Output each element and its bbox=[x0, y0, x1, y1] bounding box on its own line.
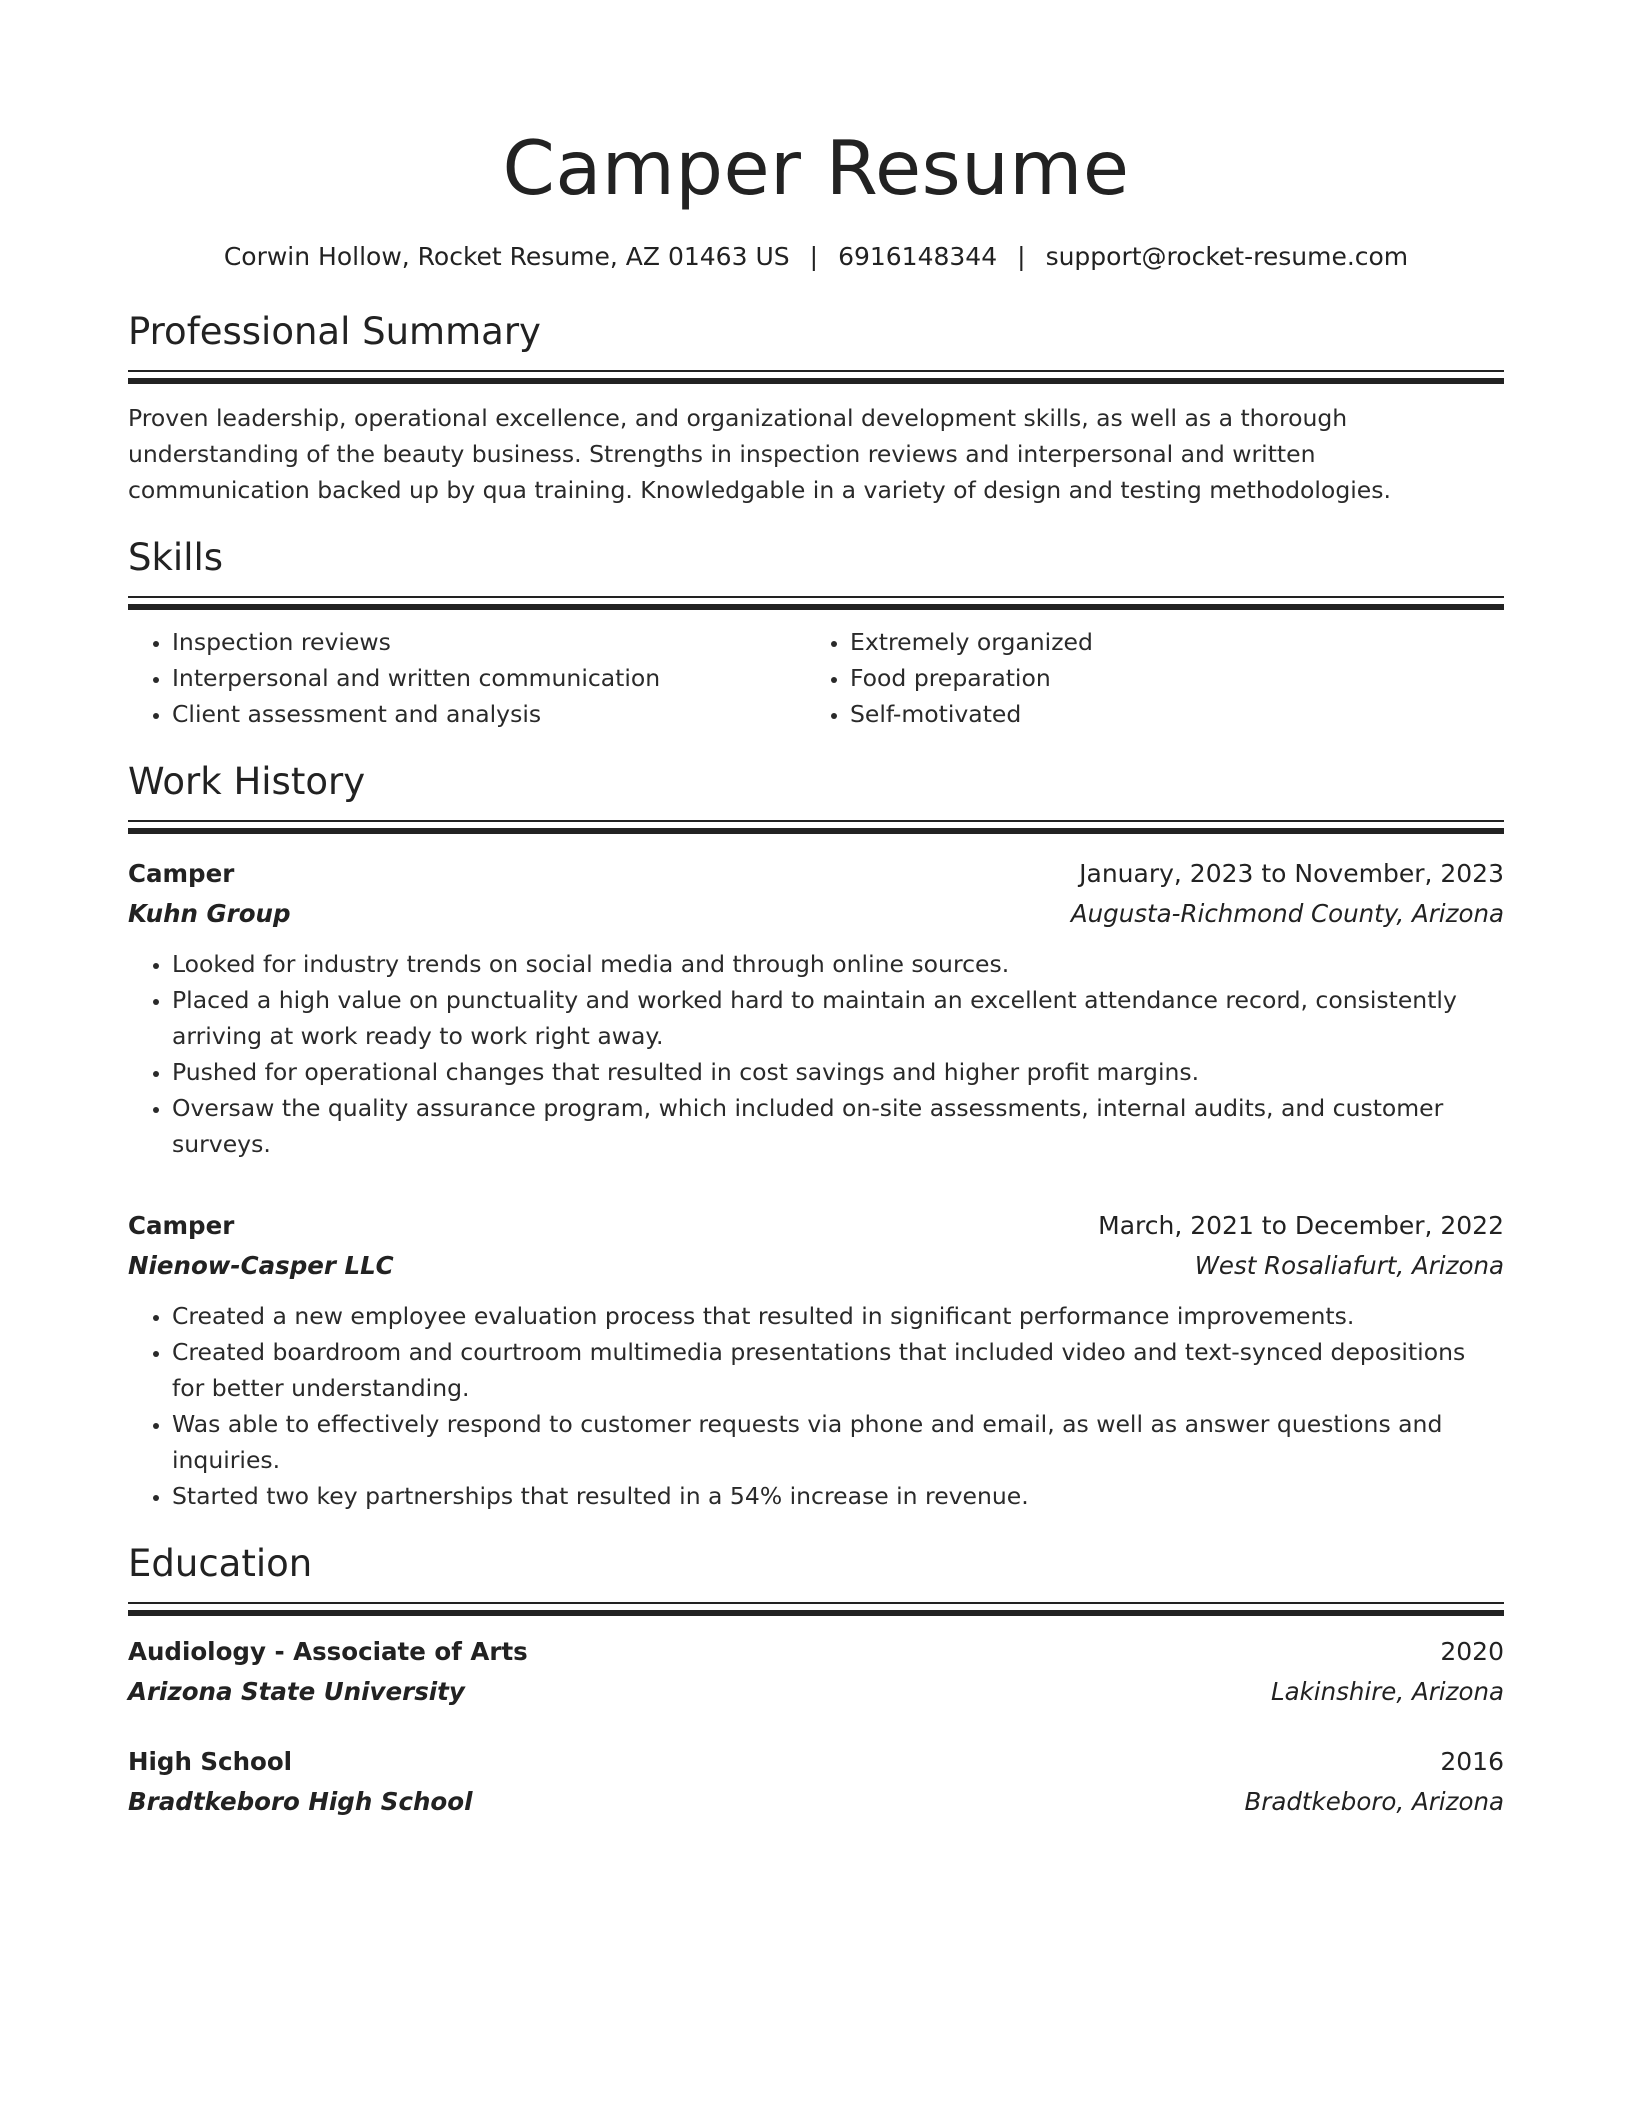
education-degree: Audiology - Associate of Arts bbox=[128, 1637, 528, 1666]
skill-item: • Interpersonal and written communication bbox=[172, 660, 806, 696]
resume-name: Camper Resume bbox=[502, 124, 1130, 212]
summary-section bbox=[128, 308, 1504, 508]
contact-address: Corwin Hollow, Rocket Resume, AZ 01463 US bbox=[223, 242, 790, 271]
job-dates: January, 2023 to November, 2023 bbox=[1079, 859, 1504, 888]
education-school: Bradtkeboro High School bbox=[128, 1787, 473, 1816]
contact-email: support@rocket-resume.com bbox=[1045, 242, 1409, 271]
job-bullets bbox=[128, 1298, 1504, 1514]
summary-text: Proven leadership, operational excellence, and organizational development skills, as well as a thorough understanding of the beauty business. Strengths in inspection reviews and interpersonal and written communication backed up by qua training. Knowledgable in a variety of design and testing methodologies. bbox=[128, 404, 1391, 504]
education-year: 2016 bbox=[1440, 1747, 1504, 1776]
job-bullet: • Started two key partnerships that resulted in a 54% increase in revenue. bbox=[172, 1478, 1504, 1514]
education-location: Lakinshire, Arizona bbox=[1270, 1677, 1504, 1706]
work-history-section bbox=[128, 758, 1504, 1514]
education-heading: Education bbox=[128, 1542, 313, 1585]
education-year: 2020 bbox=[1440, 1637, 1504, 1666]
work-history-heading: Work History bbox=[128, 760, 366, 803]
skill-item: • Client assessment and analysis bbox=[172, 696, 806, 732]
job-bullet: • Created boardroom and courtroom multimedia presentations that included video and text-synced depositions for better understanding. bbox=[172, 1334, 1504, 1406]
job-location: West Rosaliafurt, Arizona bbox=[1194, 1251, 1504, 1280]
contact-line bbox=[128, 240, 1504, 274]
section-divider bbox=[128, 596, 1504, 610]
job-bullet: • Created a new employee evaluation process that resulted in significant performance improvements. bbox=[172, 1298, 1504, 1334]
education-entry bbox=[128, 1742, 1504, 1822]
job-bullet: • Was able to effectively respond to customer requests via phone and email, as well as answer questions and inquiries. bbox=[172, 1406, 1504, 1478]
job-location: Augusta-Richmond County, Arizona bbox=[1070, 899, 1504, 928]
summary-heading: Professional Summary bbox=[128, 310, 541, 353]
skills-heading: Skills bbox=[128, 536, 224, 579]
job-entry bbox=[128, 854, 1504, 1162]
job-bullets bbox=[128, 946, 1504, 1162]
education-entry bbox=[128, 1632, 1504, 1712]
job-title: Camper bbox=[128, 1211, 235, 1240]
section-divider bbox=[128, 820, 1504, 834]
job-bullet: • Placed a high value on punctuality and worked hard to maintain an excellent attendance record, consistently arriving at work ready to work right away. bbox=[172, 982, 1504, 1054]
job-entry bbox=[128, 1206, 1504, 1514]
job-bullet: • Oversaw the quality assurance program, which included on-site assessments, internal audits, and customer surveys. bbox=[172, 1090, 1504, 1162]
education-school: Arizona State University bbox=[128, 1677, 465, 1706]
skill-item: • Food preparation bbox=[850, 660, 1484, 696]
contact-separator: | bbox=[1017, 242, 1026, 271]
section-divider bbox=[128, 1602, 1504, 1616]
job-company: Nienow-Casper LLC bbox=[128, 1251, 394, 1280]
skill-item: • Self-motivated bbox=[850, 696, 1484, 732]
skills-list-right bbox=[806, 624, 1484, 732]
job-dates: March, 2021 to December, 2022 bbox=[1098, 1211, 1504, 1240]
skills-list-left bbox=[128, 624, 806, 732]
job-bullet: • Looked for industry trends on social media and through online sources. bbox=[172, 946, 1504, 982]
job-title: Camper bbox=[128, 859, 235, 888]
education-section bbox=[128, 1540, 1504, 1822]
resume-page bbox=[128, 0, 1504, 1822]
job-bullet: • Pushed for operational changes that resulted in cost savings and higher profit margins. bbox=[172, 1054, 1504, 1090]
skills-section bbox=[128, 534, 1504, 732]
skills-grid bbox=[128, 624, 1504, 732]
education-location: Bradtkeboro, Arizona bbox=[1244, 1787, 1504, 1816]
job-company: Kuhn Group bbox=[128, 899, 291, 928]
skill-item: • Extremely organized bbox=[850, 624, 1484, 660]
section-divider bbox=[128, 370, 1504, 384]
contact-separator: | bbox=[809, 242, 819, 271]
contact-phone: 6916148344 bbox=[838, 242, 998, 271]
education-degree: High School bbox=[128, 1747, 293, 1776]
skill-item: • Inspection reviews bbox=[172, 624, 806, 660]
